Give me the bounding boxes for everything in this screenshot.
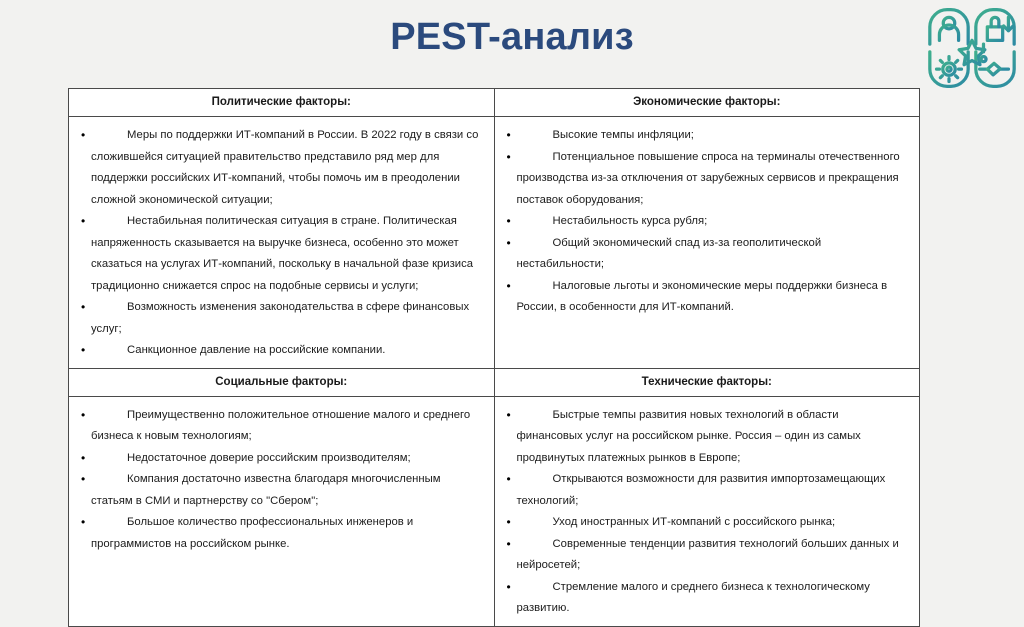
technical-header-cell [494,368,920,396]
social-body-cell [69,396,495,626]
social-header-cell [69,368,495,396]
table-body-row-top [69,117,920,369]
list-item: • Компания достаточно известна благодаря многочисленным статьям в СМИ и партнерству со "Сбером"; [81,469,482,512]
social-factor-list [69,397,494,562]
technical-factor-list [495,397,920,626]
political-header-cell [69,89,495,117]
list-item: • Нестабильность курса рубля; [507,211,908,233]
list-item: • Большое количество профессиональных инженеров и программистов на российском рынке. [81,512,482,555]
table-body-row-bottom [69,396,920,626]
list-item: • Высокие темпы инфляции; [507,125,908,147]
pest-quadrant-icon [924,2,1020,94]
list-item: • Современные тенденции развития технологий больших данных и нейросетей; [507,534,908,577]
list-item: • Налоговые льготы и экономические меры поддержки бизнеса в России, в особенности для ИТ-компаний. [507,276,908,319]
list-item: • Меры по поддержки ИТ-компаний в России. В 2022 году в связи со сложившейся ситуацией правительство представило ряд мер для поддержки российских ИТ-компаний, чтобы помочь им в преодолении сложной экономической ситуации; [81,125,482,211]
technical-header-label: Технические факторы: [641,375,772,388]
list-item: • Преимущественно положительное отношение малого и среднего бизнеса к новым технологиям; [81,405,482,448]
list-item: • Недостаточное доверие российским производителям; [81,448,482,470]
list-item: • Возможность изменения законодательства в сфере финансовых услуг; [81,297,482,340]
political-factor-list [69,117,494,368]
bag-download-icon [987,17,1013,40]
list-item: • Общий экономический спад из-за геополитической нестабильности; [507,233,908,276]
technical-body-cell [494,396,920,626]
list-item: • Санкционное давление на российские компании. [81,340,482,362]
economic-header-label: Экономические факторы: [633,96,781,108]
person-icon [939,17,958,40]
list-item: • Открываются возможности для развития импортозамещающих технологий; [507,469,908,512]
social-header-label: Социальные факторы: [215,375,348,388]
gear-icon [937,57,962,82]
list-item: • Стремление малого и среднего бизнеса к технологическому развитию. [507,577,908,620]
list-item: • Нестабильная политическая ситуация в стране. Политическая напряженность сказывается на выручке бизнеса, особенно это может сказаться на услугах ИТ-компаний, поскольку в начальной фазе кризиса традиционно снижается спрос на подобные сервисы и услуги; [81,211,482,297]
list-item: • Потенциальное повышение спроса на терминалы отечественного производства из-за отключения от зарубежных сервисов и прекращения поставок оборудования; [507,147,908,212]
political-header-label: Политические факторы: [211,96,351,108]
economic-header-cell [494,89,920,117]
list-item: • Уход иностранных ИТ-компаний с российского рынка; [507,512,908,534]
page-title: PEST-анализ [390,16,634,58]
list-item: • Быстрые темпы развития новых технологий в области финансовых услуг на российском рынке. Россия – один из самых продвинутых платежных рынков в Европе; [507,405,908,470]
pest-matrix-table [68,88,920,627]
economic-body-cell [494,117,920,369]
table-header-row-top [69,89,920,117]
economic-factor-list [495,117,920,325]
table-header-row-bottom [69,368,920,396]
political-body-cell [69,117,495,369]
handshake-icon [980,63,1009,75]
